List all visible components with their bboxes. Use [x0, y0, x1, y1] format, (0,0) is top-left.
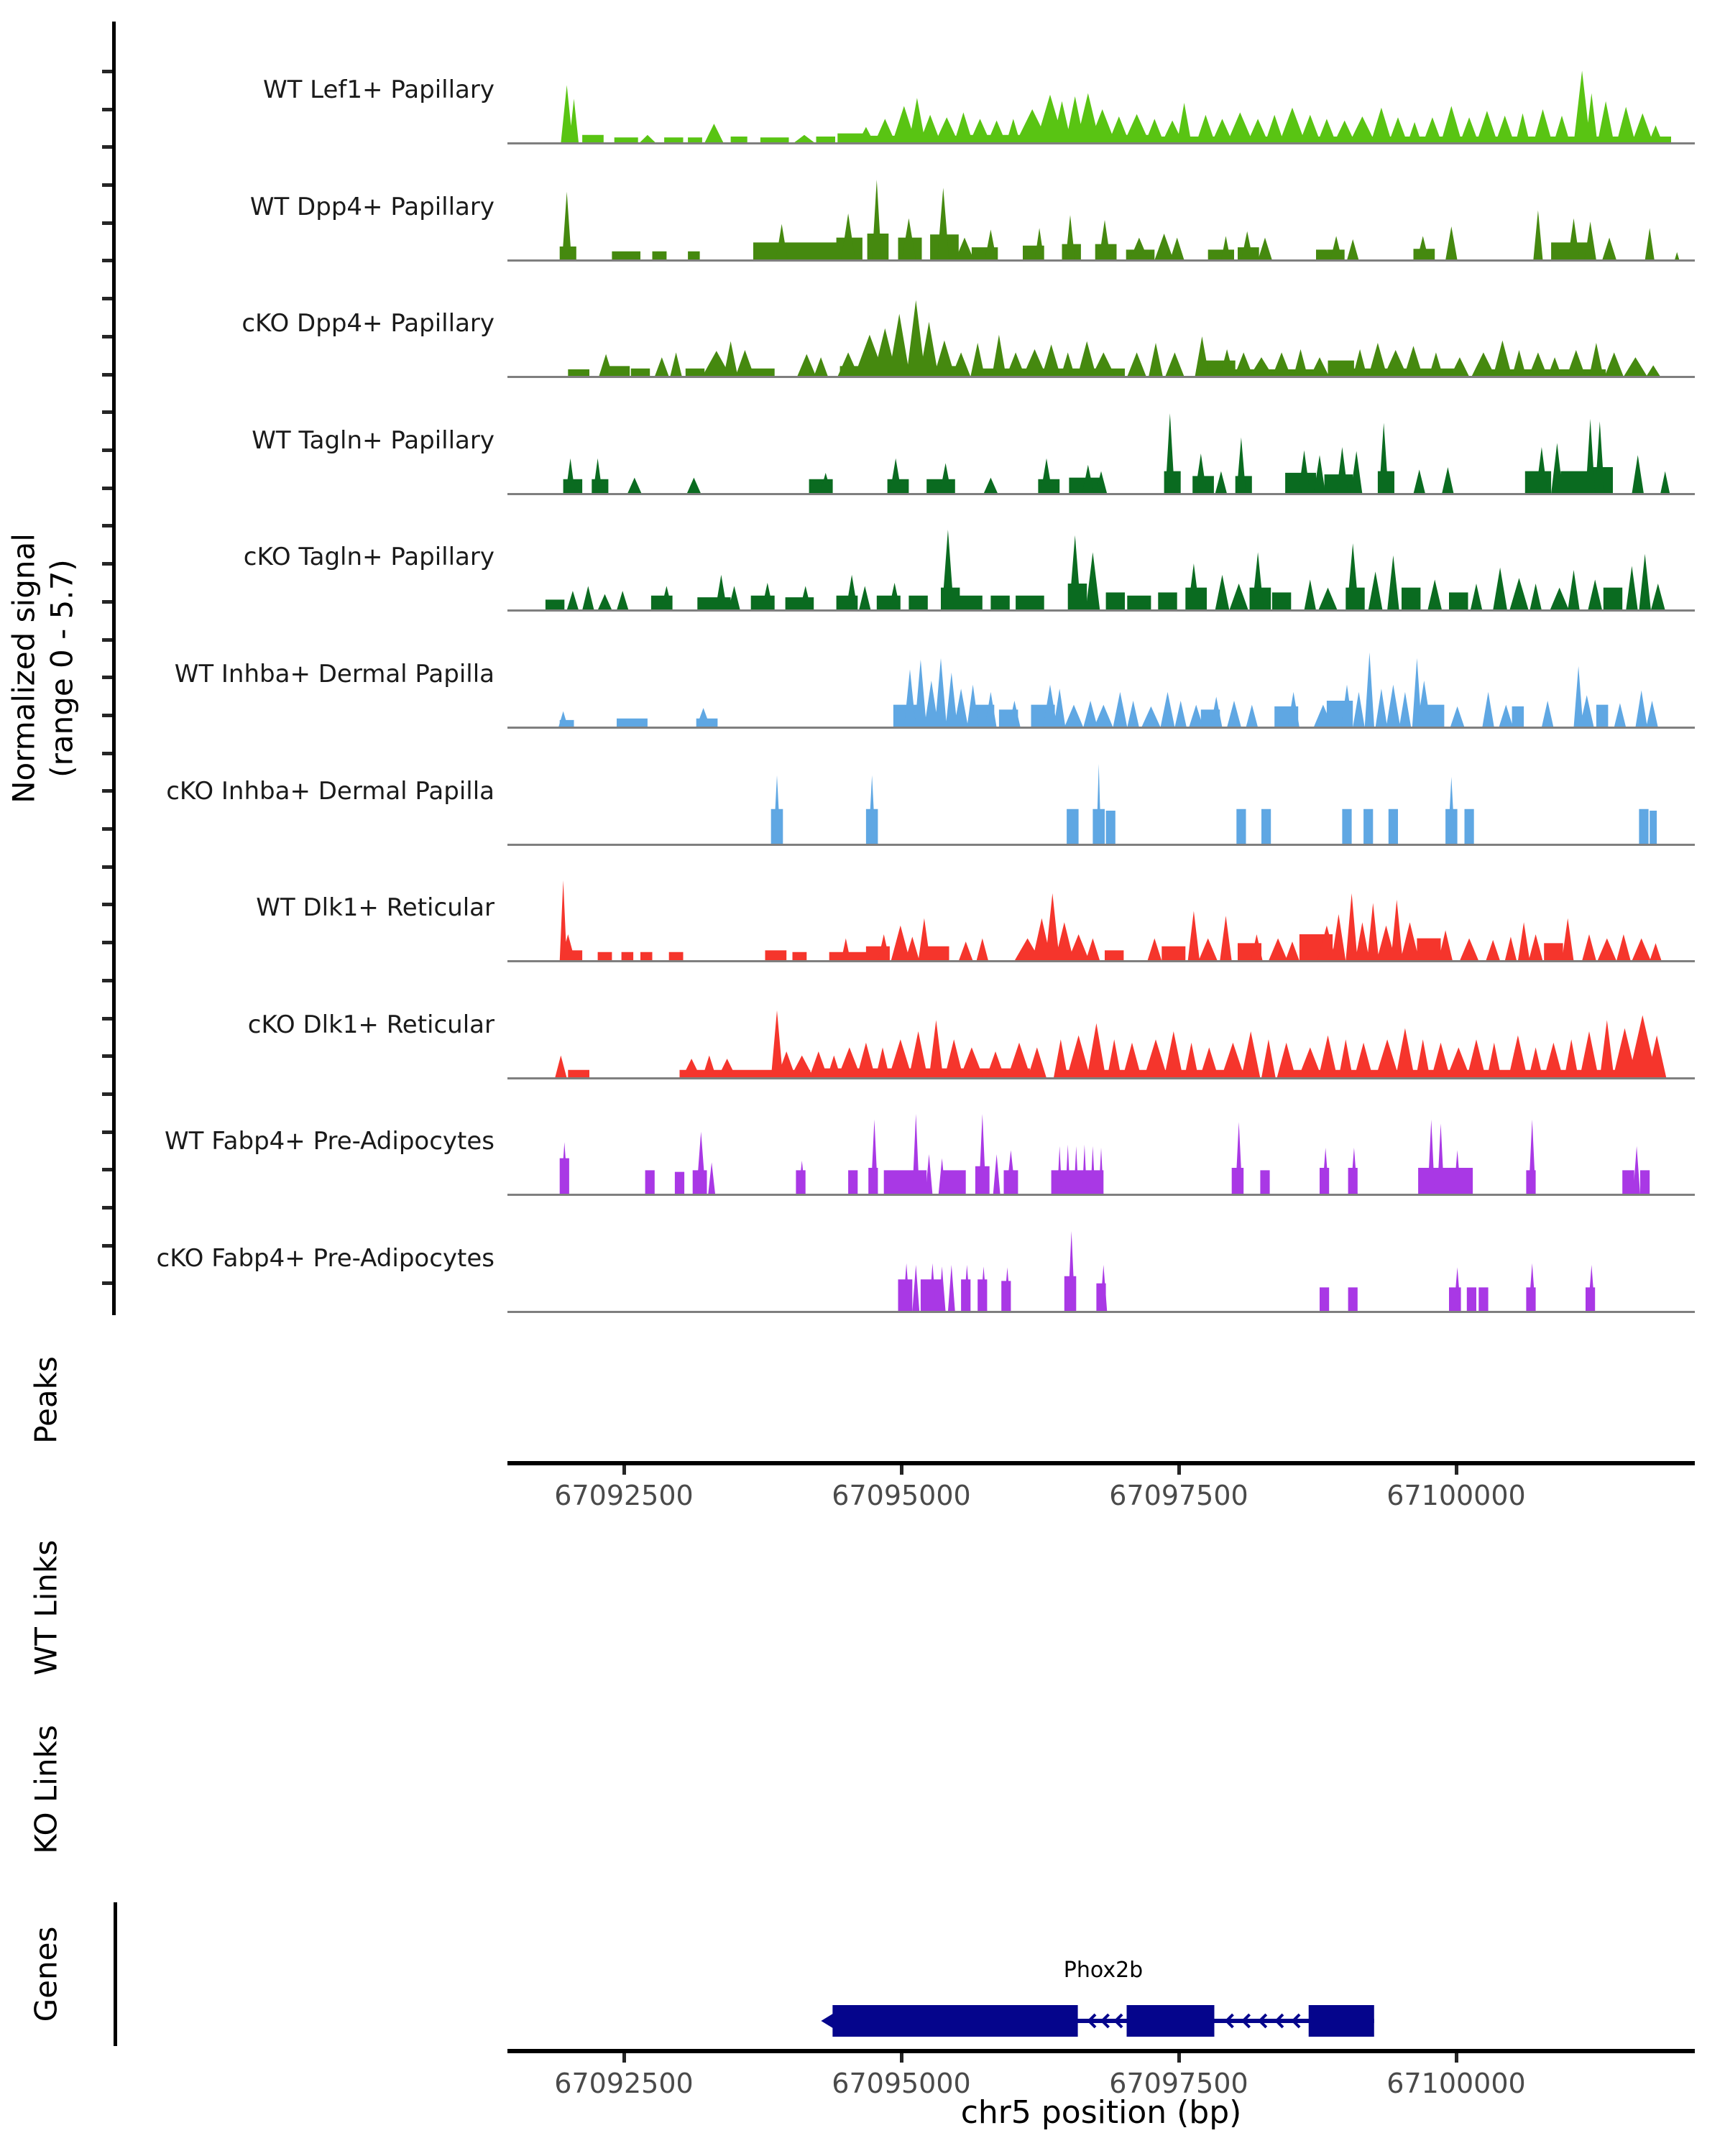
genes-bracket-line — [114, 1902, 117, 2046]
track-signal-area — [507, 1114, 1695, 1195]
y-axis-tick — [102, 979, 112, 982]
y-axis-tick — [102, 1206, 112, 1210]
y-axis-tick — [102, 714, 112, 717]
genes-axis-tick-label: 67097500 — [1109, 2068, 1248, 2099]
track-baseline — [507, 259, 1695, 262]
signal-peaks-path — [561, 70, 1662, 143]
section-label-peaks: Peaks — [28, 1356, 64, 1444]
track-signal-area — [507, 63, 1695, 144]
y-axis-tick — [102, 789, 112, 793]
y-axis-tick — [102, 448, 112, 452]
signal-peaks-path — [771, 809, 1657, 844]
gene-exon — [1127, 2005, 1215, 2037]
y-axis-tick — [102, 903, 112, 906]
x-axis-title: chr5 position (bp) — [960, 2094, 1242, 2131]
gene-name-label: Phox2b — [1063, 1958, 1144, 1983]
y-axis-tick — [102, 221, 112, 225]
y-axis-tick — [102, 827, 112, 831]
genes-axis-tick-label: 67092500 — [554, 2068, 694, 2099]
track-signal-area — [507, 530, 1695, 611]
track-baseline — [507, 1311, 1695, 1313]
signal-peaks-path — [599, 300, 1660, 377]
y-axis-tick — [102, 108, 112, 111]
signal-y-axis-line — [112, 22, 116, 1315]
track-label: cKO Dlk1+ Reticular — [247, 1010, 494, 1039]
y-axis-tick — [102, 638, 112, 642]
peaks-axis-tick — [622, 1465, 626, 1475]
section-label-genes: Genes — [28, 1926, 64, 2022]
section-label-wt-links: WT Links — [28, 1539, 64, 1676]
y-axis-tick — [102, 145, 112, 149]
signal-peaks-path — [546, 584, 1622, 610]
y-axis-tick — [102, 524, 112, 528]
track-signal-area — [507, 413, 1695, 494]
y-axis-tick — [102, 487, 112, 490]
track-baseline — [507, 493, 1695, 495]
track-label: WT Fabp4+ Pre-Adipocytes — [165, 1127, 494, 1156]
genes-axis-tick — [622, 2053, 626, 2063]
y-axis-tick — [102, 865, 112, 869]
y-axis-tick — [102, 335, 112, 338]
signal-peaks-path — [555, 1010, 1666, 1078]
signal-peaks-path — [903, 1231, 1595, 1312]
track-signal-area — [507, 647, 1695, 728]
genes-axis-tick-label: 67095000 — [832, 2068, 971, 2099]
track-label: WT Lef1+ Papillary — [262, 75, 494, 104]
peaks-axis-tick-label: 67092500 — [554, 1480, 694, 1511]
peaks-axis-tick-label: 67100000 — [1386, 1480, 1526, 1511]
peaks-axis-tick-label: 67097500 — [1109, 1480, 1248, 1511]
y-axis-tick — [102, 941, 112, 944]
signal-peaks-path — [558, 653, 1658, 727]
genes-axis-tick — [1177, 2053, 1181, 2063]
y-axis-tick — [102, 1054, 112, 1058]
track-baseline — [507, 1194, 1695, 1196]
track-label: cKO Fabp4+ Pre-Adipocytes — [156, 1244, 494, 1273]
y-axis-tick — [102, 373, 112, 377]
track-baseline — [507, 142, 1695, 144]
gene-exon — [832, 2005, 1077, 2037]
peaks-axis-tick — [900, 1465, 903, 1475]
track-label: cKO Dpp4+ Papillary — [242, 309, 494, 338]
signal-peaks-path — [560, 1158, 1650, 1194]
peaks-axis-tick — [1455, 1465, 1458, 1475]
y-axis-title-line1: Normalized signal — [6, 533, 42, 803]
y-axis-tick — [102, 600, 112, 604]
y-axis-tick — [102, 676, 112, 679]
peaks-axis-line — [507, 1461, 1695, 1465]
track-label: WT Dlk1+ Reticular — [256, 893, 494, 922]
gene-model-phox2b — [507, 1991, 1695, 2051]
genes-axis-tick-label: 67100000 — [1386, 2068, 1526, 2099]
track-signal-area — [507, 880, 1695, 962]
y-axis-tick — [102, 259, 112, 262]
track-baseline — [507, 1077, 1695, 1079]
y-axis-tick — [102, 1092, 112, 1096]
y-axis-title — [6, 533, 81, 803]
genes-axis-tick — [900, 2053, 903, 2063]
signal-peaks-path — [560, 701, 1609, 727]
y-axis-tick — [102, 1244, 112, 1248]
peaks-axis-tick — [1177, 1465, 1181, 1475]
track-signal-area — [507, 764, 1695, 845]
track-label: WT Inhba+ Dermal Papilla — [174, 660, 494, 688]
gene-exon — [1309, 2005, 1374, 2037]
track-signal-area — [507, 1231, 1695, 1312]
track-baseline — [507, 376, 1695, 378]
signal-peaks-path — [561, 1114, 1640, 1194]
signal-peaks-path — [898, 1276, 1596, 1312]
y-axis-tick — [102, 183, 112, 187]
y-axis-tick — [102, 1281, 112, 1285]
y-axis-tick — [102, 1017, 112, 1021]
genes-axis-line — [507, 2049, 1695, 2053]
y-axis-tick — [102, 70, 112, 73]
y-axis-tick — [102, 410, 112, 414]
signal-peaks-path — [560, 880, 1662, 961]
track-baseline — [507, 727, 1695, 729]
y-axis-tick — [102, 1130, 112, 1134]
track-label: WT Dpp4+ Papillary — [249, 193, 494, 221]
track-baseline — [507, 960, 1695, 962]
y-axis-tick — [102, 1168, 112, 1171]
signal-peaks-path — [562, 180, 1680, 260]
track-signal-area — [507, 998, 1695, 1079]
section-label-ko-links: KO Links — [28, 1725, 64, 1854]
track-signal-area — [507, 296, 1695, 377]
track-baseline — [507, 844, 1695, 846]
track-signal-area — [507, 180, 1695, 261]
genes-axis-tick — [1455, 2053, 1458, 2063]
peaks-axis-tick-label: 67095000 — [832, 1480, 971, 1511]
track-label: cKO Tagln+ Papillary — [243, 543, 494, 571]
track-label: cKO Inhba+ Dermal Papilla — [166, 777, 494, 806]
y-axis-tick — [102, 752, 112, 755]
y-axis-tick — [102, 562, 112, 566]
signal-peaks-path — [566, 413, 1670, 494]
track-label: WT Tagln+ Papillary — [252, 426, 494, 455]
y-axis-tick — [102, 297, 112, 300]
y-axis-title-line2: (range 0 - 5.7) — [44, 559, 79, 778]
track-baseline — [507, 609, 1695, 612]
gene-strand-arrowhead — [821, 2013, 834, 2029]
